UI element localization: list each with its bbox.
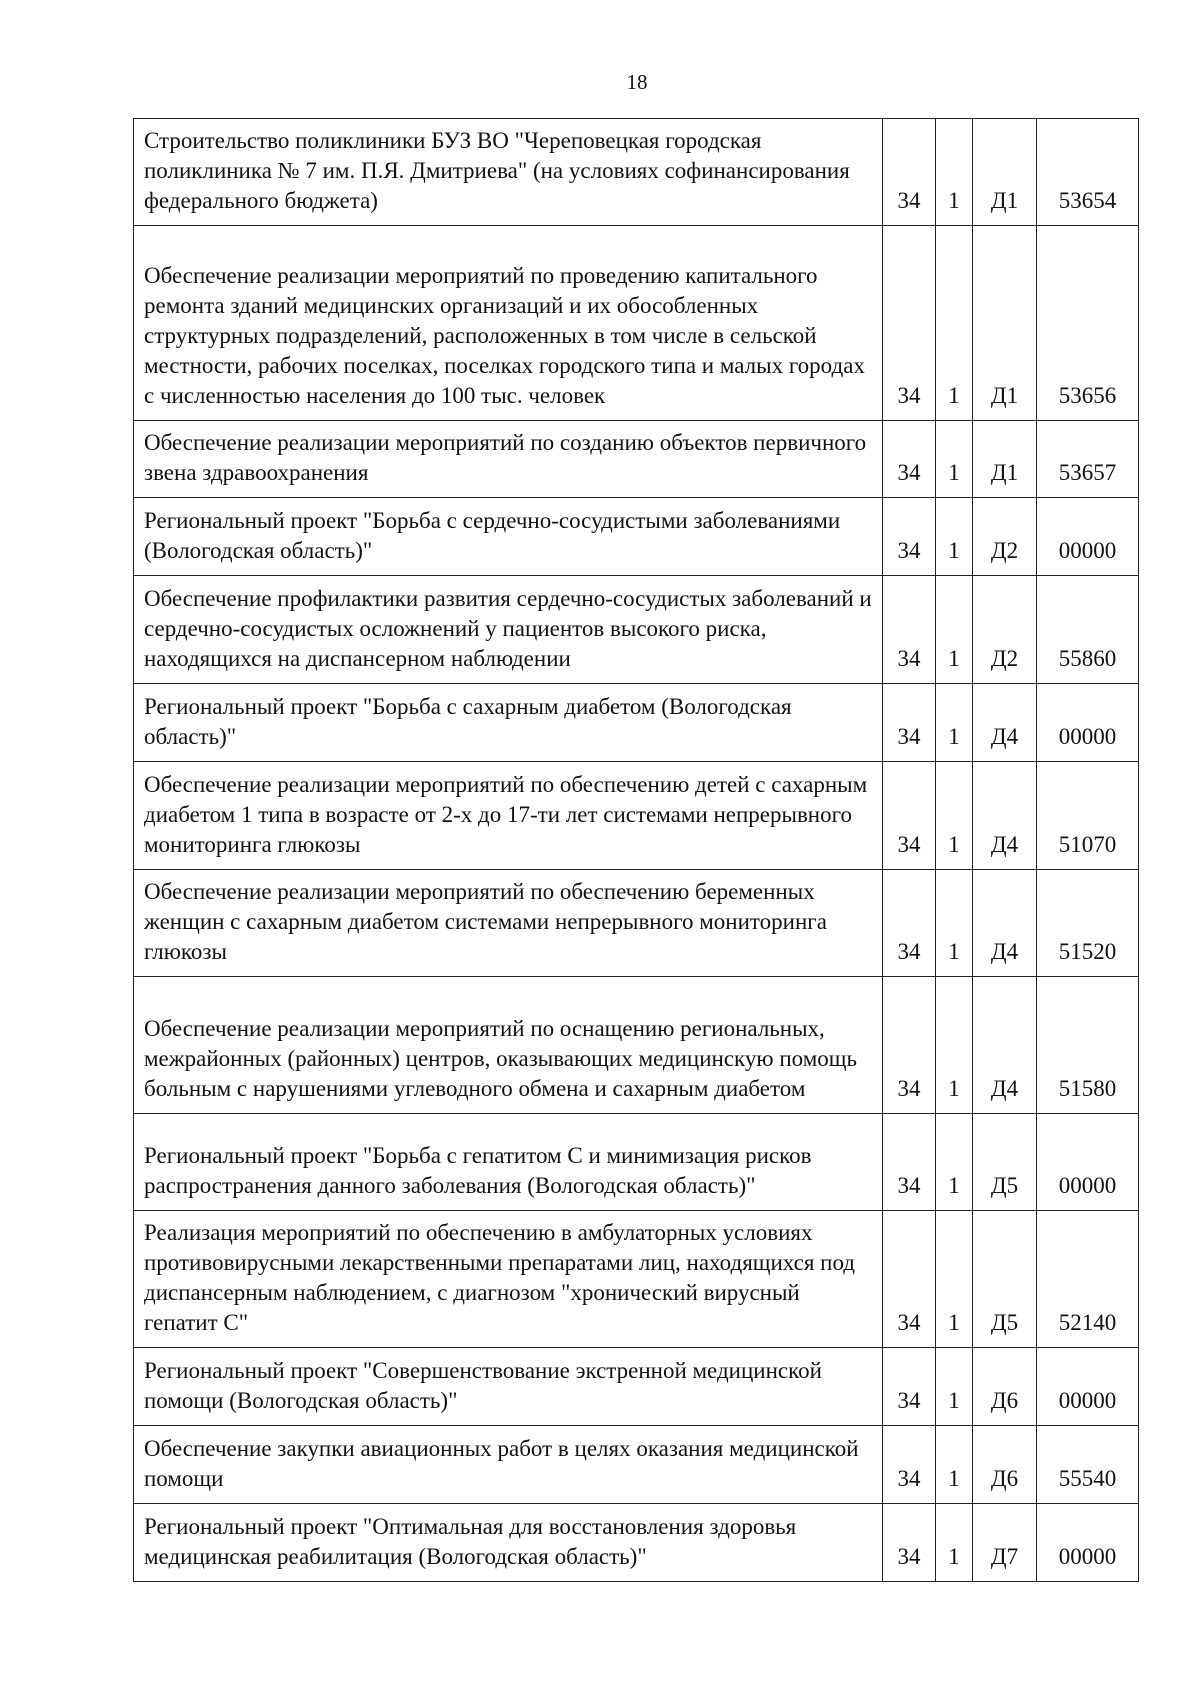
item-name: Региональный проект "Борьба с сахарным диабетом (Вологодская область)" [134, 684, 883, 762]
item-name: Строительство поликлиники БУЗ ВО "Череповецкая городская поликлиника № 7 им. П.Я. Дмитриева" (на условиях софинансирования федерального бюджета) [134, 119, 883, 226]
project-code: Д6 [973, 1426, 1037, 1504]
table-row [134, 226, 1139, 421]
direction-code: 00000 [1037, 1504, 1139, 1582]
direction-code: 00000 [1037, 1114, 1139, 1211]
table-row [134, 762, 1139, 870]
subprogram-code: 1 [936, 684, 973, 762]
project-code: Д7 [973, 1504, 1037, 1582]
program-code: 34 [883, 977, 936, 1114]
direction-code: 51520 [1037, 870, 1139, 977]
item-name: Региональный проект "Оптимальная для восстановления здоровья медицинская реабилитация (Вологодская область)" [134, 1504, 883, 1582]
table-row [134, 870, 1139, 977]
project-code: Д6 [973, 1348, 1037, 1426]
project-code: Д2 [973, 576, 1037, 684]
project-code: Д5 [973, 1211, 1037, 1348]
item-name: Региональный проект "Совершенствование экстренной медицинской помощи (Вологодская область)" [134, 1348, 883, 1426]
item-name: Обеспечение реализации мероприятий по обеспечению детей с сахарным диабетом 1 типа в возрасте от 2-х до 17-ти лет системами непрерывного мониторинга глюкозы [134, 762, 883, 870]
page-number: 18 [626, 70, 648, 94]
project-code: Д1 [973, 119, 1037, 226]
project-code: Д4 [973, 870, 1037, 977]
subprogram-code: 1 [936, 498, 973, 576]
program-code: 34 [883, 1426, 936, 1504]
budget-classification-table [133, 118, 1139, 1582]
item-name: Обеспечение реализации мероприятий по оснащению региональных, межрайонных (районных) центров, оказывающих медицинскую помощь больным с нарушениями углеводного обмена и сахарным диабетом [134, 977, 883, 1114]
subprogram-code: 1 [936, 576, 973, 684]
project-code: Д4 [973, 684, 1037, 762]
direction-code: 52140 [1037, 1211, 1139, 1348]
program-code: 34 [883, 762, 936, 870]
direction-code: 00000 [1037, 1348, 1139, 1426]
direction-code: 53657 [1037, 421, 1139, 498]
program-code: 34 [883, 1114, 936, 1211]
direction-code: 53654 [1037, 119, 1139, 226]
direction-code: 53656 [1037, 226, 1139, 421]
subprogram-code: 1 [936, 762, 973, 870]
subprogram-code: 1 [936, 1211, 973, 1348]
table-row [134, 1504, 1139, 1582]
item-name: Региональный проект "Борьба с гепатитом С и минимизация рисков распространения данного заболевания (Вологодская область)" [134, 1114, 883, 1211]
item-name: Обеспечение закупки авиационных работ в целях оказания медицинской помощи [134, 1426, 883, 1504]
table-row [134, 421, 1139, 498]
program-code: 34 [883, 1348, 936, 1426]
subprogram-code: 1 [936, 1114, 973, 1211]
program-code: 34 [883, 870, 936, 977]
direction-code: 00000 [1037, 684, 1139, 762]
project-code: Д5 [973, 1114, 1037, 1211]
subprogram-code: 1 [936, 226, 973, 421]
program-code: 34 [883, 226, 936, 421]
table-row [134, 498, 1139, 576]
program-code: 34 [883, 1211, 936, 1348]
item-name: Обеспечение реализации мероприятий по проведению капитального ремонта зданий медицинских организаций и их обособленных структурных подразделений, расположенных в том числе в сельской местности, рабочих поселках, поселках городского типа и малых городах с численностью населения до 100 тыс. человек [134, 226, 883, 421]
subprogram-code: 1 [936, 870, 973, 977]
project-code: Д1 [973, 421, 1037, 498]
project-code: Д2 [973, 498, 1037, 576]
subprogram-code: 1 [936, 977, 973, 1114]
item-name: Региональный проект "Борьба с сердечно-сосудистыми заболеваниями (Вологодская область)" [134, 498, 883, 576]
program-code: 34 [883, 119, 936, 226]
table-row [134, 576, 1139, 684]
table-row [134, 1211, 1139, 1348]
direction-code: 51580 [1037, 977, 1139, 1114]
table-row [134, 977, 1139, 1114]
subprogram-code: 1 [936, 1348, 973, 1426]
table-row [134, 119, 1139, 226]
project-code: Д1 [973, 226, 1037, 421]
subprogram-code: 1 [936, 421, 973, 498]
subprogram-code: 1 [936, 1504, 973, 1582]
direction-code: 55540 [1037, 1426, 1139, 1504]
program-code: 34 [883, 498, 936, 576]
direction-code: 51070 [1037, 762, 1139, 870]
item-name: Обеспечение реализации мероприятий по обеспечению беременных женщин с сахарным диабетом системами непрерывного мониторинга глюкозы [134, 870, 883, 977]
item-name: Обеспечение реализации мероприятий по созданию объектов первичного звена здравоохранения [134, 421, 883, 498]
item-name: Реализация мероприятий по обеспечению в амбулаторных условиях противовирусными лекарственными препаратами лиц, находящихся под диспансерным наблюдением, с диагнозом "хронический вирусный гепатит С" [134, 1211, 883, 1348]
subprogram-code: 1 [936, 1426, 973, 1504]
table-row [134, 1426, 1139, 1504]
project-code: Д4 [973, 977, 1037, 1114]
program-code: 34 [883, 421, 936, 498]
project-code: Д4 [973, 762, 1037, 870]
program-code: 34 [883, 684, 936, 762]
item-name: Обеспечение профилактики развития сердечно-сосудистых заболеваний и сердечно-сосудистых осложнений у пациентов высокого риска, находящихся на диспансерном наблюдении [134, 576, 883, 684]
table-row [134, 684, 1139, 762]
direction-code: 55860 [1037, 576, 1139, 684]
table-row [134, 1114, 1139, 1211]
table-row [134, 1348, 1139, 1426]
direction-code: 00000 [1037, 498, 1139, 576]
program-code: 34 [883, 576, 936, 684]
subprogram-code: 1 [936, 119, 973, 226]
program-code: 34 [883, 1504, 936, 1582]
